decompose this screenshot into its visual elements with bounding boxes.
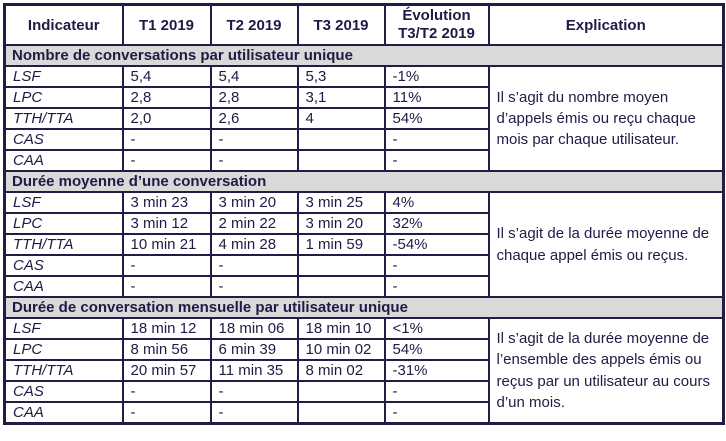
value-t1: 3 min 12 bbox=[123, 213, 211, 234]
indicator-label: CAA bbox=[5, 402, 123, 424]
value-evolution: - bbox=[385, 381, 489, 402]
value-t3: 5,3 bbox=[298, 66, 385, 87]
explanation-text: Il s’agit de la durée moyenne de chaque appel émis ou reçus. bbox=[489, 192, 724, 297]
indicator-table bbox=[3, 3, 725, 425]
value-t1: 3 min 23 bbox=[123, 192, 211, 213]
value-t2: 3 min 20 bbox=[211, 192, 298, 213]
indicator-label: CAS bbox=[5, 381, 123, 402]
value-t3: 3 min 25 bbox=[298, 192, 385, 213]
value-t1: - bbox=[123, 129, 211, 150]
value-t1: 8 min 56 bbox=[123, 339, 211, 360]
value-t1: 10 min 21 bbox=[123, 234, 211, 255]
value-t1: - bbox=[123, 255, 211, 276]
col-header-explication: Explication bbox=[489, 5, 724, 46]
value-t2: - bbox=[211, 129, 298, 150]
value-t1: 20 min 57 bbox=[123, 360, 211, 381]
section-title-conversations: Nombre de conversations par utilisateur unique bbox=[5, 45, 724, 66]
value-t2: 2,6 bbox=[211, 108, 298, 129]
indicator-label: CAS bbox=[5, 129, 123, 150]
value-t2: 2 min 22 bbox=[211, 213, 298, 234]
value-evolution: - bbox=[385, 276, 489, 297]
indicator-label: LPC bbox=[5, 339, 123, 360]
value-evolution: 32% bbox=[385, 213, 489, 234]
value-t1: - bbox=[123, 276, 211, 297]
section-title-duree-moyenne: Durée moyenne d’une conversation bbox=[5, 171, 724, 192]
value-t2: - bbox=[211, 276, 298, 297]
indicator-label: LSF bbox=[5, 66, 123, 87]
indicator-label: LPC bbox=[5, 87, 123, 108]
indicator-label: LSF bbox=[5, 192, 123, 213]
value-t3 bbox=[298, 129, 385, 150]
value-t3: 3,1 bbox=[298, 87, 385, 108]
value-t1: - bbox=[123, 381, 211, 402]
value-t2: - bbox=[211, 255, 298, 276]
value-t3: 8 min 02 bbox=[298, 360, 385, 381]
value-t2: 11 min 35 bbox=[211, 360, 298, 381]
value-t2: 18 min 06 bbox=[211, 318, 298, 339]
indicator-label: CAA bbox=[5, 276, 123, 297]
table-row bbox=[5, 318, 724, 339]
value-t1: 2,0 bbox=[123, 108, 211, 129]
indicator-label: TTH/TTA bbox=[5, 360, 123, 381]
value-evolution: 11% bbox=[385, 87, 489, 108]
value-t1: 5,4 bbox=[123, 66, 211, 87]
value-evolution: 54% bbox=[385, 339, 489, 360]
value-t2: 4 min 28 bbox=[211, 234, 298, 255]
value-t2: - bbox=[211, 150, 298, 171]
col-header-indicateur: Indicateur bbox=[5, 5, 123, 46]
value-t3 bbox=[298, 255, 385, 276]
value-t2: 2,8 bbox=[211, 87, 298, 108]
value-evolution: - bbox=[385, 129, 489, 150]
value-t3: 3 min 20 bbox=[298, 213, 385, 234]
indicator-label: CAS bbox=[5, 255, 123, 276]
indicator-label: CAA bbox=[5, 150, 123, 171]
value-t3: 18 min 10 bbox=[298, 318, 385, 339]
col-header-t2-2019: T2 2019 bbox=[211, 5, 298, 46]
value-t3 bbox=[298, 402, 385, 424]
indicator-label: TTH/TTA bbox=[5, 234, 123, 255]
value-evolution: 54% bbox=[385, 108, 489, 129]
value-t3 bbox=[298, 276, 385, 297]
col-header-evolution bbox=[385, 5, 489, 46]
table-row bbox=[5, 66, 724, 87]
section-header-row bbox=[5, 45, 724, 66]
value-evolution: <1% bbox=[385, 318, 489, 339]
value-t3 bbox=[298, 381, 385, 402]
col-header-t3-2019: T3 2019 bbox=[298, 5, 385, 46]
section-title-duree-mensuelle: Durée de conversation mensuelle par utilisateur unique bbox=[5, 297, 724, 318]
evolution-header-line1: Évolution bbox=[402, 7, 471, 24]
value-evolution: -54% bbox=[385, 234, 489, 255]
indicator-label: LPC bbox=[5, 213, 123, 234]
value-t3: 1 min 59 bbox=[298, 234, 385, 255]
value-evolution: - bbox=[385, 255, 489, 276]
value-t1: - bbox=[123, 402, 211, 424]
value-t1: 2,8 bbox=[123, 87, 211, 108]
value-t1: 18 min 12 bbox=[123, 318, 211, 339]
section-header-row bbox=[5, 297, 724, 318]
indicator-label: TTH/TTA bbox=[5, 108, 123, 129]
value-t2: - bbox=[211, 381, 298, 402]
value-t2: - bbox=[211, 402, 298, 424]
value-evolution: -1% bbox=[385, 66, 489, 87]
indicator-label: LSF bbox=[5, 318, 123, 339]
value-t2: 5,4 bbox=[211, 66, 298, 87]
section-header-row bbox=[5, 171, 724, 192]
explanation-text: Il s’agit de la durée moyenne de l’ensemble des appels émis ou reçus par un utilisateur au cours d’un mois. bbox=[489, 318, 724, 424]
explanation-text: Il s’agit du nombre moyen d’appels émis ou reçu chaque mois par chaque utilisateur. bbox=[489, 66, 724, 171]
value-t2: 6 min 39 bbox=[211, 339, 298, 360]
table-row bbox=[5, 192, 724, 213]
col-header-t1-2019: T1 2019 bbox=[123, 5, 211, 46]
value-evolution: 4% bbox=[385, 192, 489, 213]
value-t1: - bbox=[123, 150, 211, 171]
value-evolution: -31% bbox=[385, 360, 489, 381]
header-row bbox=[5, 5, 724, 46]
value-evolution: - bbox=[385, 402, 489, 424]
value-evolution: - bbox=[385, 150, 489, 171]
value-t3 bbox=[298, 150, 385, 171]
value-t3: 10 min 02 bbox=[298, 339, 385, 360]
value-t3: 4 bbox=[298, 108, 385, 129]
evolution-header-line2: T3/T2 2019 bbox=[398, 25, 475, 42]
